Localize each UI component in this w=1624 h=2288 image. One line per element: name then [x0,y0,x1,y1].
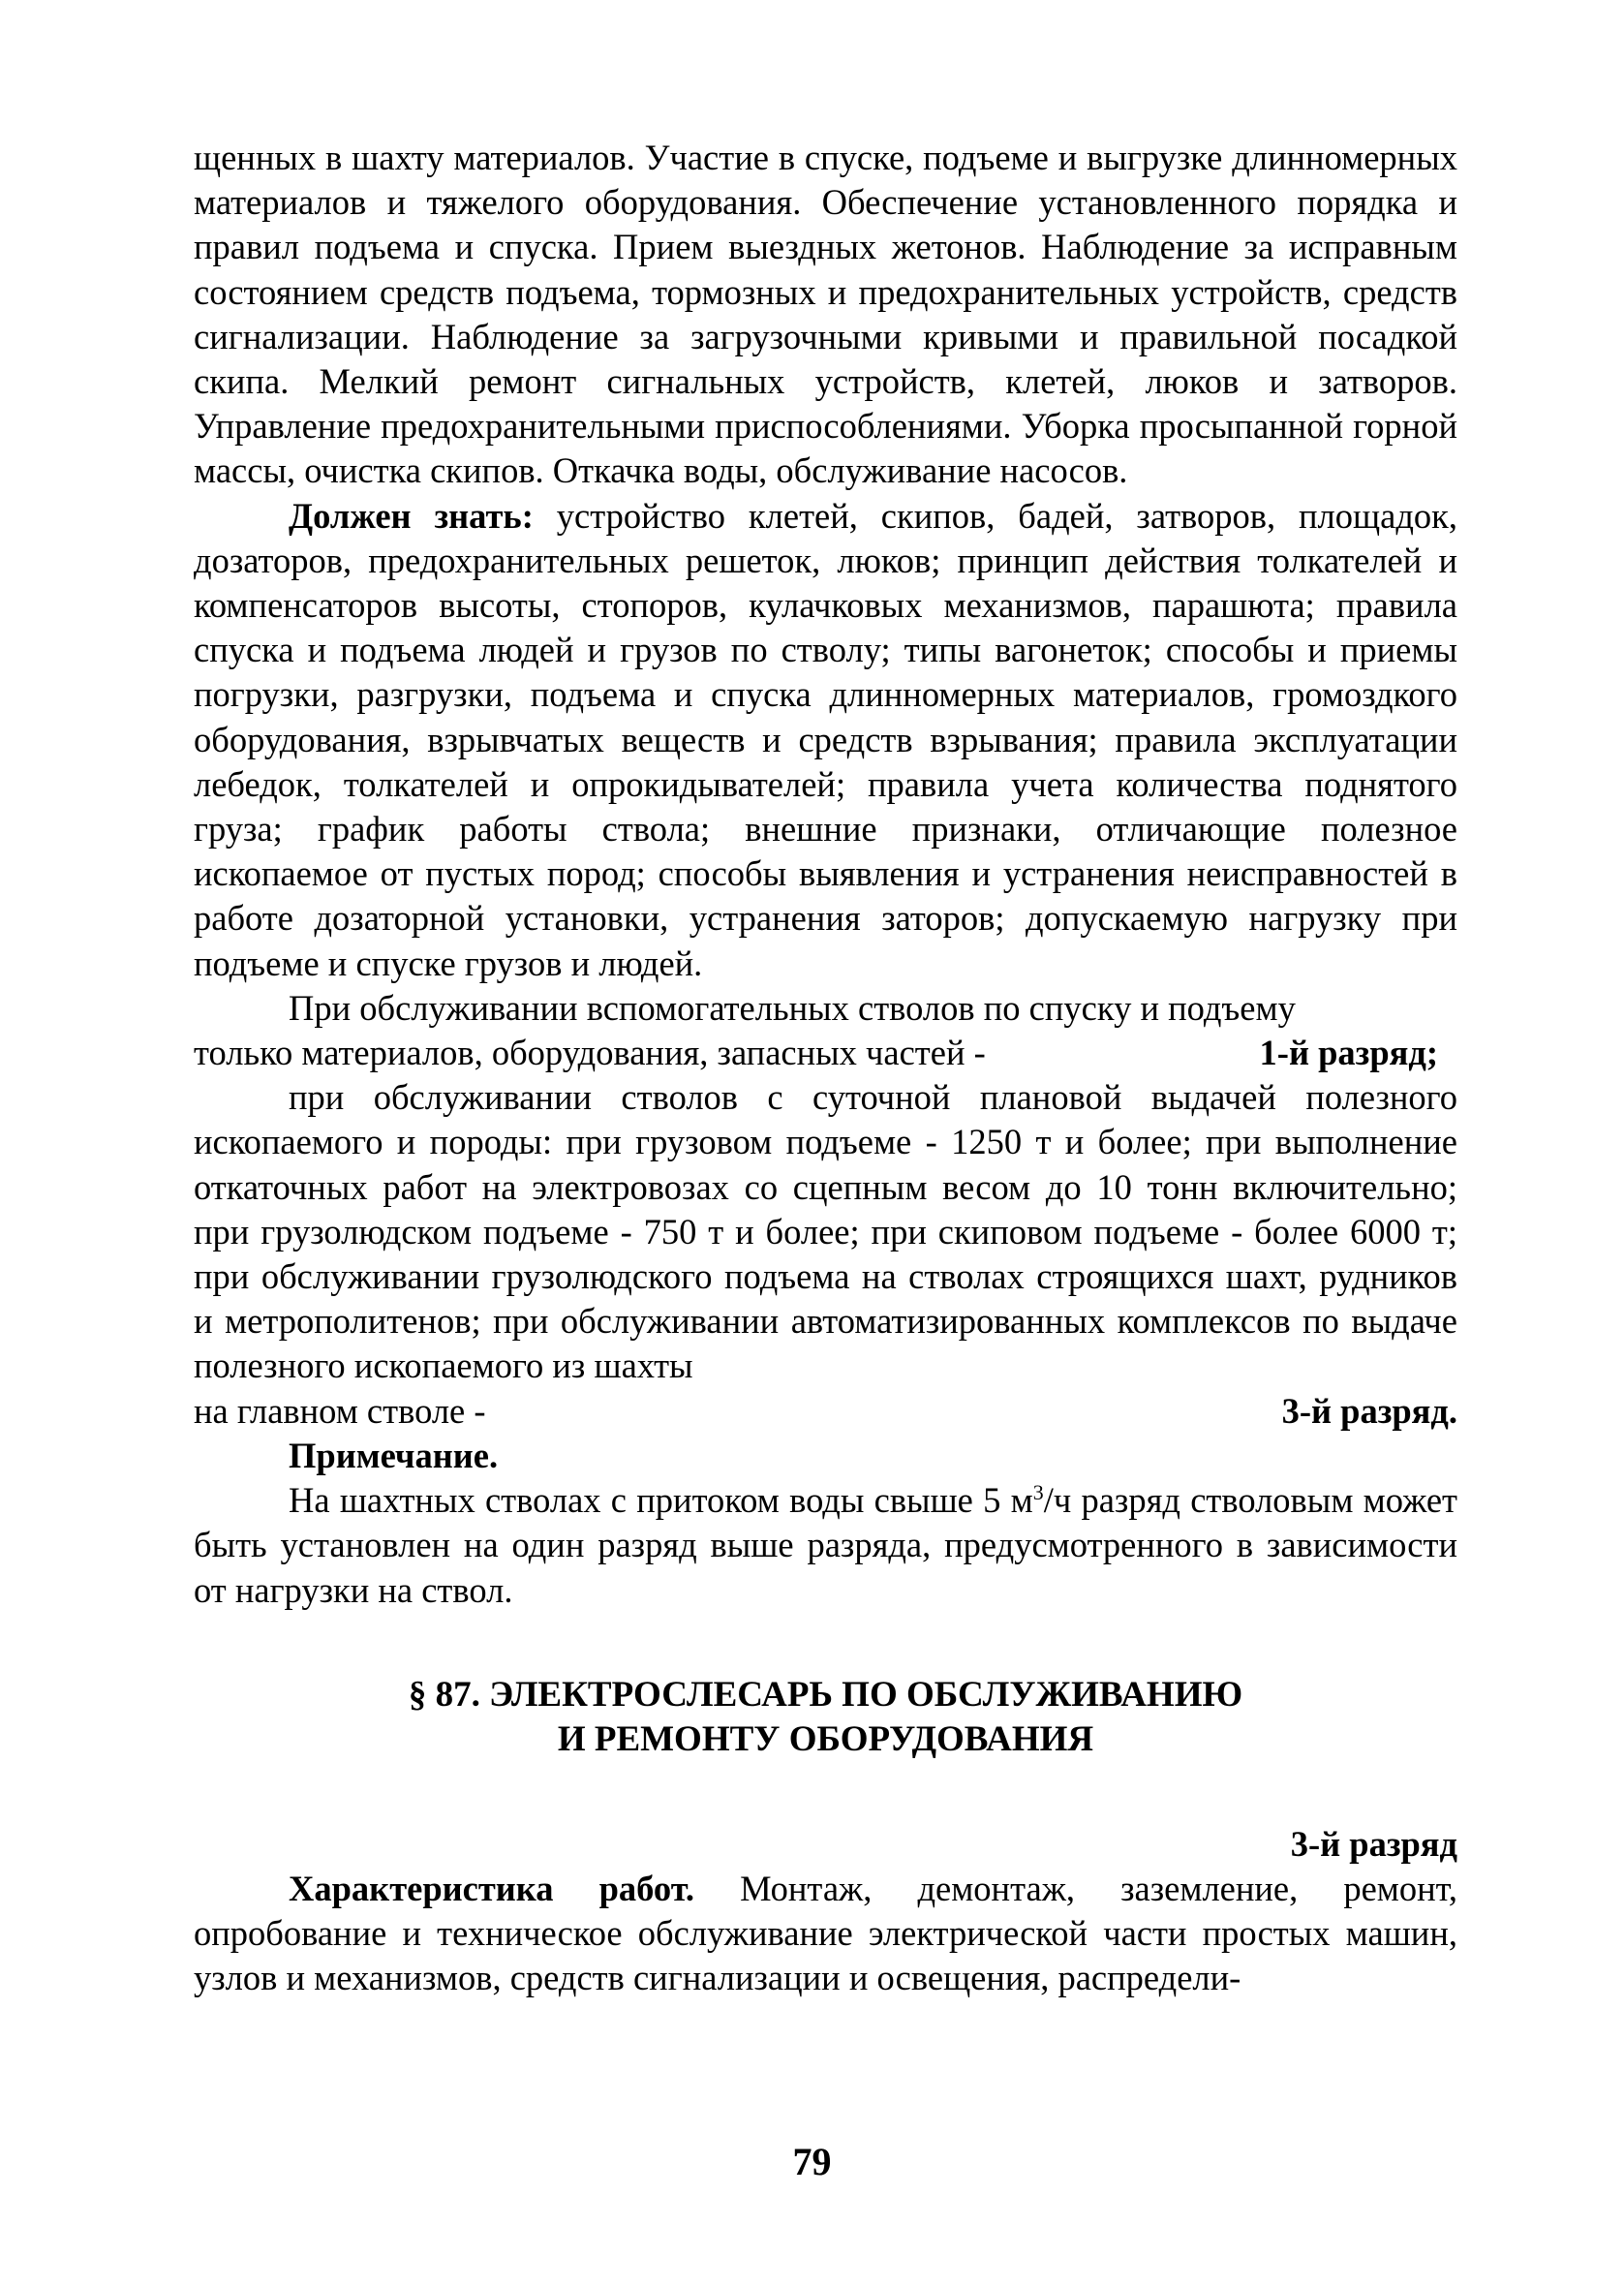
work-description-paragraph: щенных в шахту материалов. Участие в спуске, подъеме и выгрузке длинномерных материалов и тяжелого оборудования. Обеспечение установленного порядка и правил подъема и спуска. Прием выездных жетонов. Наблюдение за исправным состоянием средств подъема, тормозных и предохранительных устройств, средств сигнализации. Наблюдение за загрузочными кривыми и правильной посадкой скипа. Мелкий ремонт сигнальных устройств, клетей, люков и затворов. Управление предохранительными приспособлениями. Уборка просыпанной горной массы, очистка скипов. Откачка воды, обслуживание насосов. [194,138,1457,491]
note-text-before: На шахтных стволах с притоком воды свыше 5 м [289,1480,1033,1521]
knowledge-text: устройство клетей, скипов, бадей, затворов, площадок, дозаторов, предохранительных решеток, люков; принцип действия толкателей и компенсаторов высоты, стопоров, кулачковых механизмов, парашюта; правила спуска и подъема людей и грузов по стволу; типы вагонеток; способы и приемы погрузки, разгрузки, подъема и спуска длинномерных материалов, громоздкого оборудования, взрывчатых веществ и средств взрывания; правила эксплуатации лебедок, толкателей и опрокидывателей; правила учета количества поднятого груза; график работы ствола; внешние признаки, отличающие полезное ископаемое от пустых пород; способы выявления и устранения неисправностей в работе дозаторной установки, устранения заторов; допускаемую нагрузку при подъеме и спуске грузов и людей. [194,495,1457,983]
work-characteristics-text: Монтаж, демонтаж, заземление, ремонт, опробование и техническое обслуживание электрической части простых машин, узлов и механизмов, средств сигнализации и освещения, распредели- [194,1868,1457,1998]
grade-3-paragraph: при обслуживании стволов с суточной плановой выдачей полезного ископаемого и породы: при грузовом подъеме - 1250 т и более; при выполнение откаточных работ на электровозах со сцепным весом до 10 тонн включительно; при грузолюдском подъеме - 750 т и более; при скиповом подъеме - более 6000 т; при обслуживании грузолюдского подъема на стволах строящихся шахт, рудников и метрополитенов; при обслуживании автоматизированных комплексов по выдаче полезного ископаемого из шахты [194,1077,1457,1386]
grade-3-row [194,1389,1457,1434]
grade-1-condition: только материалов, оборудования, запасных частей - [194,1033,986,1073]
section-heading [194,1673,1457,1762]
note-superscript: 3 [1032,1479,1044,1504]
work-characteristics-label: Характеристика работ. [289,1868,695,1908]
note-heading: Примечание. [289,1435,499,1475]
section-title-line-2: И РЕМОНТУ ОБОРУДОВАНИЯ [557,1718,1094,1759]
body-text [194,136,1457,2001]
section-title-line-1: § 87. ЭЛЕКТРОСЛЕСАРЬ ПО ОБСЛУЖИВАНИЮ [408,1674,1243,1715]
grade-1-line: При обслуживании вспомогательных стволов по спуску и подъему [289,987,1296,1028]
grade-1-row [194,1031,1457,1075]
note-text-after: /ч разряд стволовым может быть установлен на один разряд выше разряда, предусмотренного в зависимости от нагрузки на ствол. [194,1480,1457,1610]
knowledge-paragraph [194,494,1457,986]
grade-3-label: 3-й разряд. [1281,1390,1457,1431]
page-number: 79 [792,2140,832,2183]
note-paragraph [194,1478,1457,1613]
grade-1-label: 1-й разряд; [1259,1033,1438,1073]
grade-3-condition: на главном стволе - [194,1390,486,1431]
section-grade-label: 3-й разряд [1290,1823,1457,1864]
knowledge-label: Должен знать: [289,495,534,536]
work-characteristics-paragraph [194,1867,1457,2001]
